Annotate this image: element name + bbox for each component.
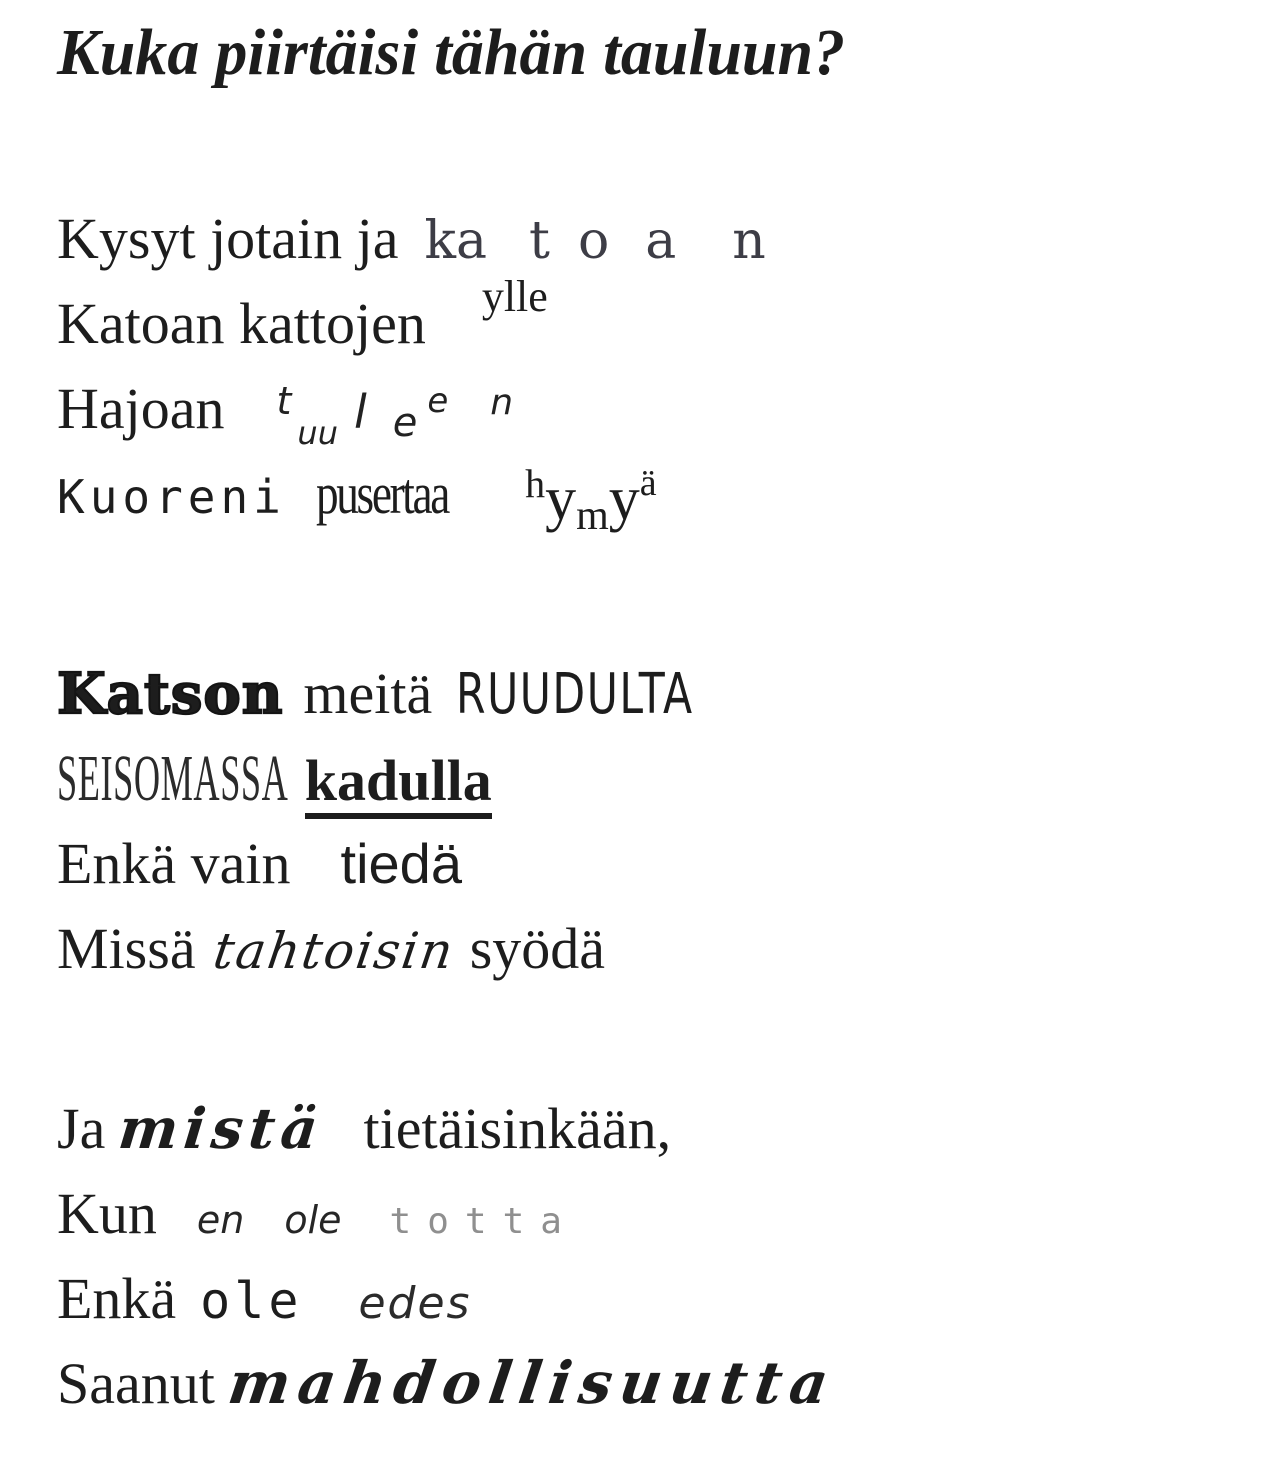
word-hymya-letter: m <box>576 493 609 539</box>
word-tuuleen-letter: l <box>353 385 367 439</box>
line-lead-text: Katoan kattojen <box>57 291 426 356</box>
line-lead-text: Missä <box>57 916 196 981</box>
word-ruudulta: RUUDULTA <box>456 662 694 727</box>
word-katoan-letter: ka <box>424 211 488 271</box>
stanza-1 <box>57 196 1272 539</box>
poem-line <box>57 1171 1272 1256</box>
poem-title: Kuka piirtäisi tähän tauluun? <box>57 16 846 89</box>
line-lead-text: Kysyt jotain ja <box>57 206 399 271</box>
word-katoan-letter: n <box>732 211 766 271</box>
line-lead-text: Ja <box>57 1096 106 1161</box>
word-tahtoisin: tahtoisin <box>209 922 458 980</box>
word-totta-letter: t <box>389 1201 412 1242</box>
word-seisomassa: SEISOMASSA <box>57 742 289 815</box>
word-hymya-letter: y <box>545 465 577 533</box>
word-tuuleen-letter: uu <box>297 414 338 452</box>
word-tietaisinkaan: tietäisinkään, <box>363 1096 672 1161</box>
word-tuuleen-letter: e <box>427 381 449 421</box>
poem-line <box>57 1256 1272 1341</box>
word-tuuleen-letter: t <box>276 379 292 423</box>
word-en: en <box>196 1198 245 1242</box>
word-tuuleen-letter: e <box>392 400 418 446</box>
line-lead-text: Enkä <box>57 1266 177 1331</box>
word-katson: Katson <box>57 661 284 727</box>
word-pusertaa: pusertaa <box>315 461 448 526</box>
word-hymya-letter: h <box>525 461 546 506</box>
word-ylle: ylle <box>481 272 548 321</box>
word-tuuleen-letter: n <box>490 382 514 423</box>
line-lead-text: Kun <box>57 1181 157 1246</box>
line-lead-text: Hajoan <box>57 376 225 441</box>
poem-line <box>57 651 1272 736</box>
word-katoan-letter: o <box>577 211 610 271</box>
word-kuoreni: Kuoreni <box>57 470 286 524</box>
poem-line <box>57 451 1272 539</box>
word-ole-mono: ole <box>200 1272 303 1330</box>
poem-line <box>57 196 1272 281</box>
word-totta-letter: o <box>427 1201 449 1242</box>
stanza-3 <box>57 1086 1272 1426</box>
poem-line <box>57 1341 1272 1426</box>
word-edes: edes <box>358 1278 472 1329</box>
word-tieda: tiedä <box>340 832 462 895</box>
poem-line <box>57 366 1272 451</box>
word-katoan-letter: a <box>645 211 677 271</box>
word-hymya-letter: y <box>608 465 640 533</box>
word-totta-letter: t <box>464 1201 487 1242</box>
poem-line <box>57 906 1272 991</box>
word-ole: ole <box>284 1198 342 1242</box>
poem-line <box>57 821 1272 906</box>
word-mista: mistä <box>115 1096 328 1162</box>
word-katoan-letter: t <box>529 211 550 271</box>
word-mahdollisuutta: mahdollisuutta <box>224 1349 841 1417</box>
poem-line <box>57 736 1272 821</box>
word-totta-letter: a <box>540 1201 562 1242</box>
word-totta-letter: t <box>502 1201 525 1242</box>
line-lead-text: Enkä vain <box>57 831 291 896</box>
poem-line <box>57 272 1272 366</box>
line-lead-text: Saanut <box>57 1351 215 1416</box>
poem-line <box>57 1086 1272 1171</box>
word-hymya-letter: ä <box>639 462 657 504</box>
word-meita: meitä <box>303 661 433 726</box>
stanza-2 <box>57 651 1272 991</box>
word-syoda: syödä <box>469 916 606 981</box>
word-kadulla-underlined: kadulla <box>305 748 492 819</box>
